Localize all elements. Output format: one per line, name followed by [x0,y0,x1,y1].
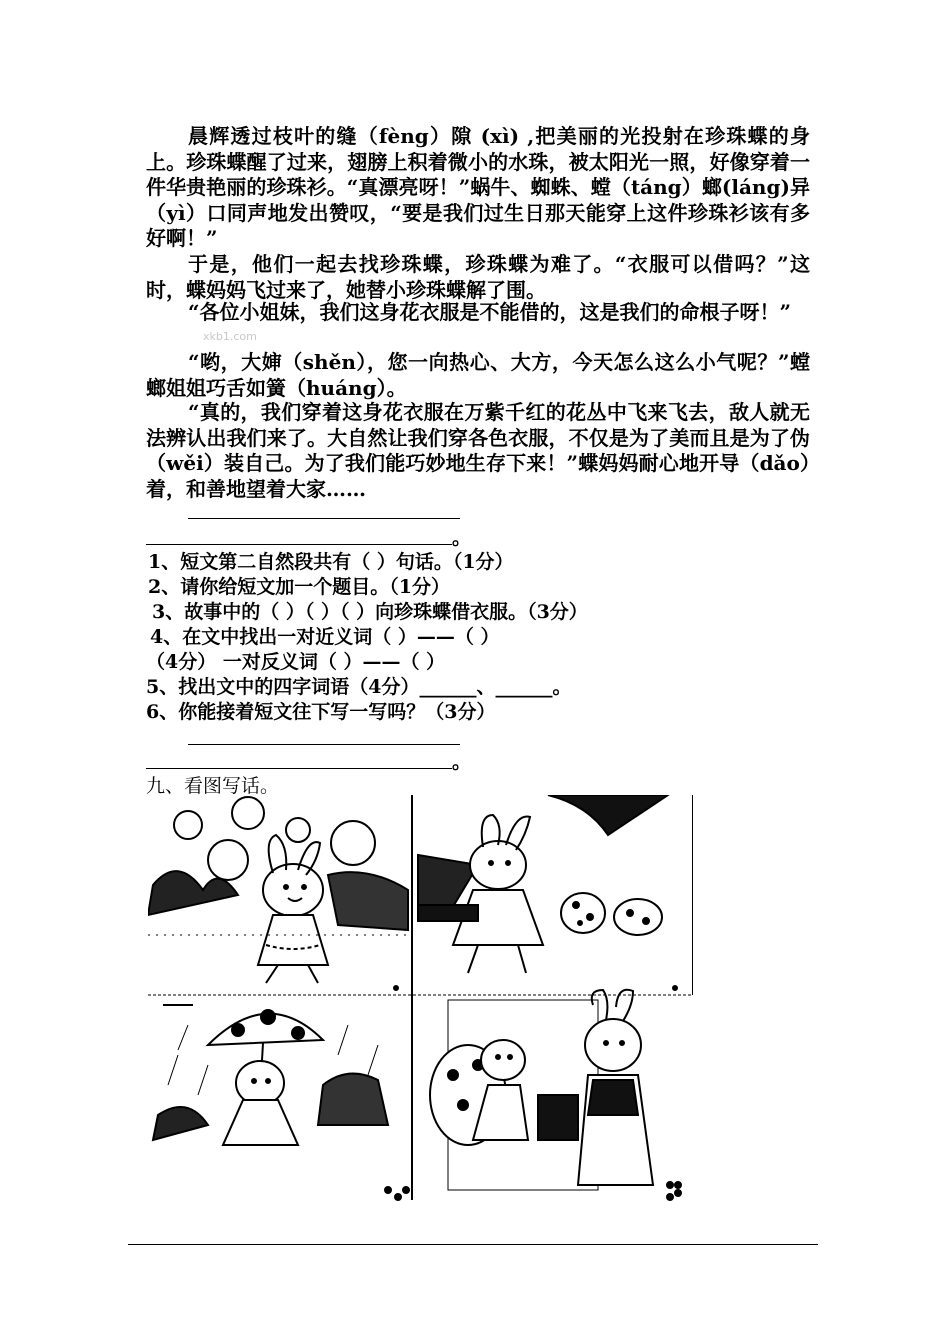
watermark: xkb1.com [203,330,257,343]
question-3: 3、故事中的（ ）（ ）（ ）向珍珠蝶借衣服。（3分） [152,601,588,623]
panel-2 [393,795,678,991]
period-mark: 。 [452,751,472,773]
passage-paragraph-2: 于是，他们一起去找珍珠蝶，珍珠蝶为难了。“衣服可以借吗？”这时，蝶妈妈飞过来了，她替小珍珠蝶解了围。 [146,252,810,302]
answer-line [146,544,452,545]
panel-1 [148,797,412,983]
passage-paragraph-4: “哟，大婶（shěn），您一向热心、大方，今天怎么这么小气呢？”螳螂姐姐巧舌如簧（huáng）。 [146,350,810,400]
period-mark: 。 [452,527,472,549]
comic-illustration [148,795,693,1205]
question-2: 2、请你给短文加一个题目。（1分） [148,576,450,598]
passage-paragraph-1: 晨辉透过枝叶的缝（fèng）隙 (xì) ,把美丽的光投射在珍珠蝶的身上。珍珠蝶醒了过来，翅膀上积着微小的水珠，被太阳光一照，好像穿着一件华贵艳丽的珍珠衫。“真漂亮呀！”蜗牛、蜘蛛、螳（táng）螂(láng)异（yì）口同声地发出赞叹，“要是我们过生日那天能穿上这件珍珠衫该有多好啊！” [146,124,810,250]
answer-line [188,518,460,519]
question-4-synonyms: 4、在文中找出一对近义词（ ）——（ ） [150,626,500,648]
passage-paragraph-3: “各位小姐妹，我们这身花衣服是不能借的，这是我们的命根子呀！” [188,300,792,324]
passage-paragraph-5: “真的，我们穿着这身花衣服在万紫千红的花丛中飞来飞去，敌人就无法辨认出我们来了。大自然让我们穿各色衣服，不仅是为了美而且是为了伪（wěi）装自己。为了我们能巧妙地生存下来！”蝶妈妈耐心地开导（dǎo）着，和善地望着大家…… [146,400,810,501]
panel-4 [385,990,681,1200]
question-1: 1、短文第二自然段共有（ ）句话。（1分） [148,551,514,573]
question-6: 6、你能接着短文往下写一写吗？（3分） [146,701,496,723]
question-5: 5、找出文中的四字词语（4分）______、______。 [146,676,572,698]
section-9-title: 九、看图写话。 [146,775,280,797]
panel-3 [153,1005,388,1145]
question-4-antonyms: （4分） 一对反义词（ ）——（ ） [146,651,446,673]
footer-rule [128,1244,818,1245]
answer-line [188,744,460,745]
answer-line [146,768,452,769]
